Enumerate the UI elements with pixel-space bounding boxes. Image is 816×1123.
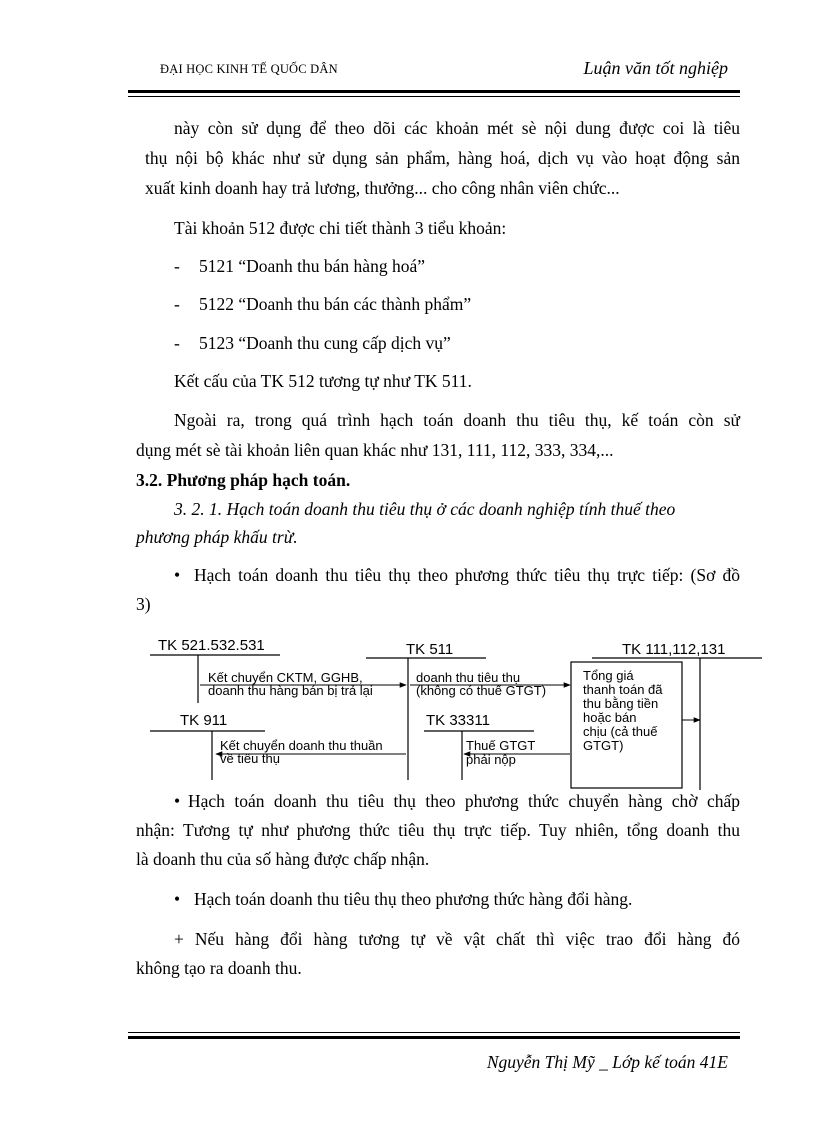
bullet-1-line-1: Hạch toán doanh thu tiêu thụ theo phương thức tiêu thụ trực tiếp: (Sơ đồ bbox=[194, 565, 740, 585]
footer-author: Nguyễn Thị Mỹ _ Lớp kế toán 41E bbox=[486, 1052, 728, 1072]
entry-3-line-1: Kết chuyển doanh thu thuần bbox=[220, 738, 383, 753]
tk-911-label: TK 911 bbox=[180, 712, 228, 729]
para-2: Tài khoản 512 được chi tiết thành 3 tiểu khoản: bbox=[174, 218, 507, 238]
box-line: thu bằng tiền bbox=[583, 696, 659, 711]
para-1-line-1: này còn sử dụng để theo dõi các khoản mét sè nội dung được coi là tiêu bbox=[174, 118, 740, 138]
bullet-icon: • bbox=[174, 791, 181, 811]
para-5-line-2: không tạo ra doanh thu. bbox=[136, 958, 302, 978]
bullet-icon: • bbox=[174, 889, 181, 909]
entry-1-line-2: doanh thu hàng bán bị trả lại bbox=[208, 683, 373, 698]
para-5-line-1: + Nếu hàng đổi hàng tương tự về vật chất thì việc trao đổi hàng đó bbox=[174, 929, 740, 949]
box-line: Tổng giá bbox=[583, 668, 634, 683]
list-item: 5122 “Doanh thu bán các thành phẩm” bbox=[199, 294, 472, 314]
box-line: thanh toán đã bbox=[583, 682, 663, 697]
entry-1-line-1: Kết chuyển CKTM, GGHB, bbox=[208, 670, 363, 685]
tk-111-label: TK 111,112,131 bbox=[622, 641, 726, 658]
list-item-dash: - bbox=[174, 294, 180, 314]
entry-2-line-1: doanh thu tiêu thụ bbox=[416, 670, 521, 685]
header-rule-thin bbox=[128, 96, 740, 97]
section-heading: 3.2. Phương pháp hạch toán. bbox=[136, 470, 351, 490]
list-item: 5121 “Doanh thu bán hàng hoá” bbox=[199, 256, 425, 276]
bullet-2-line-2: nhận: Tương tự như phương thức tiêu thụ trực tiếp. Tuy nhiên, tổng doanh thu bbox=[136, 820, 740, 840]
para-3: Kết cấu của TK 512 tương tự như TK 511. bbox=[174, 371, 472, 391]
box-line: hoặc bán bbox=[583, 710, 637, 725]
bullet-1-line-2: 3) bbox=[136, 594, 151, 614]
header-thesis: Luận văn tốt nghiệp bbox=[583, 58, 728, 78]
header-rule-thick bbox=[128, 90, 740, 93]
entry-3-line-2: về tiêu thụ bbox=[220, 751, 280, 766]
subsection-line-1: 3. 2. 1. Hạch toán doanh thu tiêu thụ ở các doanh nghiệp tính thuế theo bbox=[174, 499, 676, 519]
para-1-line-3: xuất kinh doanh hay trả lương, thưởng... cho công nhân viên chức... bbox=[145, 178, 620, 198]
footer-rule-thick bbox=[128, 1036, 740, 1039]
para-1-line-2: thụ nội bộ khác như sử dụng sản phẩm, hàng hoá, dịch vụ vào hoạt động sản bbox=[145, 148, 740, 168]
para-4-line-1: Ngoài ra, trong quá trình hạch toán doanh thu tiêu thụ, kế toán còn sử bbox=[174, 410, 740, 430]
account-diagram bbox=[0, 630, 816, 800]
list-item-dash: - bbox=[174, 256, 180, 276]
box-line: GTGT) bbox=[583, 738, 624, 753]
bullet-2-line-1: Hạch toán doanh thu tiêu thụ theo phương thức chuyển hàng chờ chấp bbox=[188, 791, 740, 811]
tk-511-label: TK 511 bbox=[406, 641, 454, 658]
list-item: 5123 “Doanh thu cung cấp dịch vụ” bbox=[199, 333, 451, 353]
entry-2-line-2: (không có thuế GTGT) bbox=[416, 683, 547, 698]
subsection-line-2: phương pháp khấu trừ. bbox=[136, 527, 298, 547]
para-4-line-2: dụng mét sè tài khoản liên quan khác như 131, 111, 112, 333, 334,... bbox=[136, 440, 614, 460]
tk-33311-label: TK 33311 bbox=[426, 712, 490, 729]
tk-521-label: TK 521.532.531 bbox=[158, 637, 265, 654]
list-item-dash: - bbox=[174, 333, 180, 353]
bullet-icon: • bbox=[174, 565, 181, 585]
bullet-3: Hạch toán doanh thu tiêu thụ theo phương thức hàng đổi hàng. bbox=[194, 889, 633, 909]
bullet-2-line-3: là doanh thu của số hàng được chấp nhận. bbox=[136, 849, 430, 869]
entry-4-line-2: phải nộp bbox=[466, 752, 516, 767]
header-school: ĐẠI HỌC KINH TẾ QUỐC DÂN bbox=[160, 62, 338, 76]
footer-rule-thin bbox=[128, 1032, 740, 1033]
entry-4-line-1: Thuế GTGT bbox=[466, 738, 536, 753]
box-line: chịu (cả thuế bbox=[583, 724, 658, 739]
